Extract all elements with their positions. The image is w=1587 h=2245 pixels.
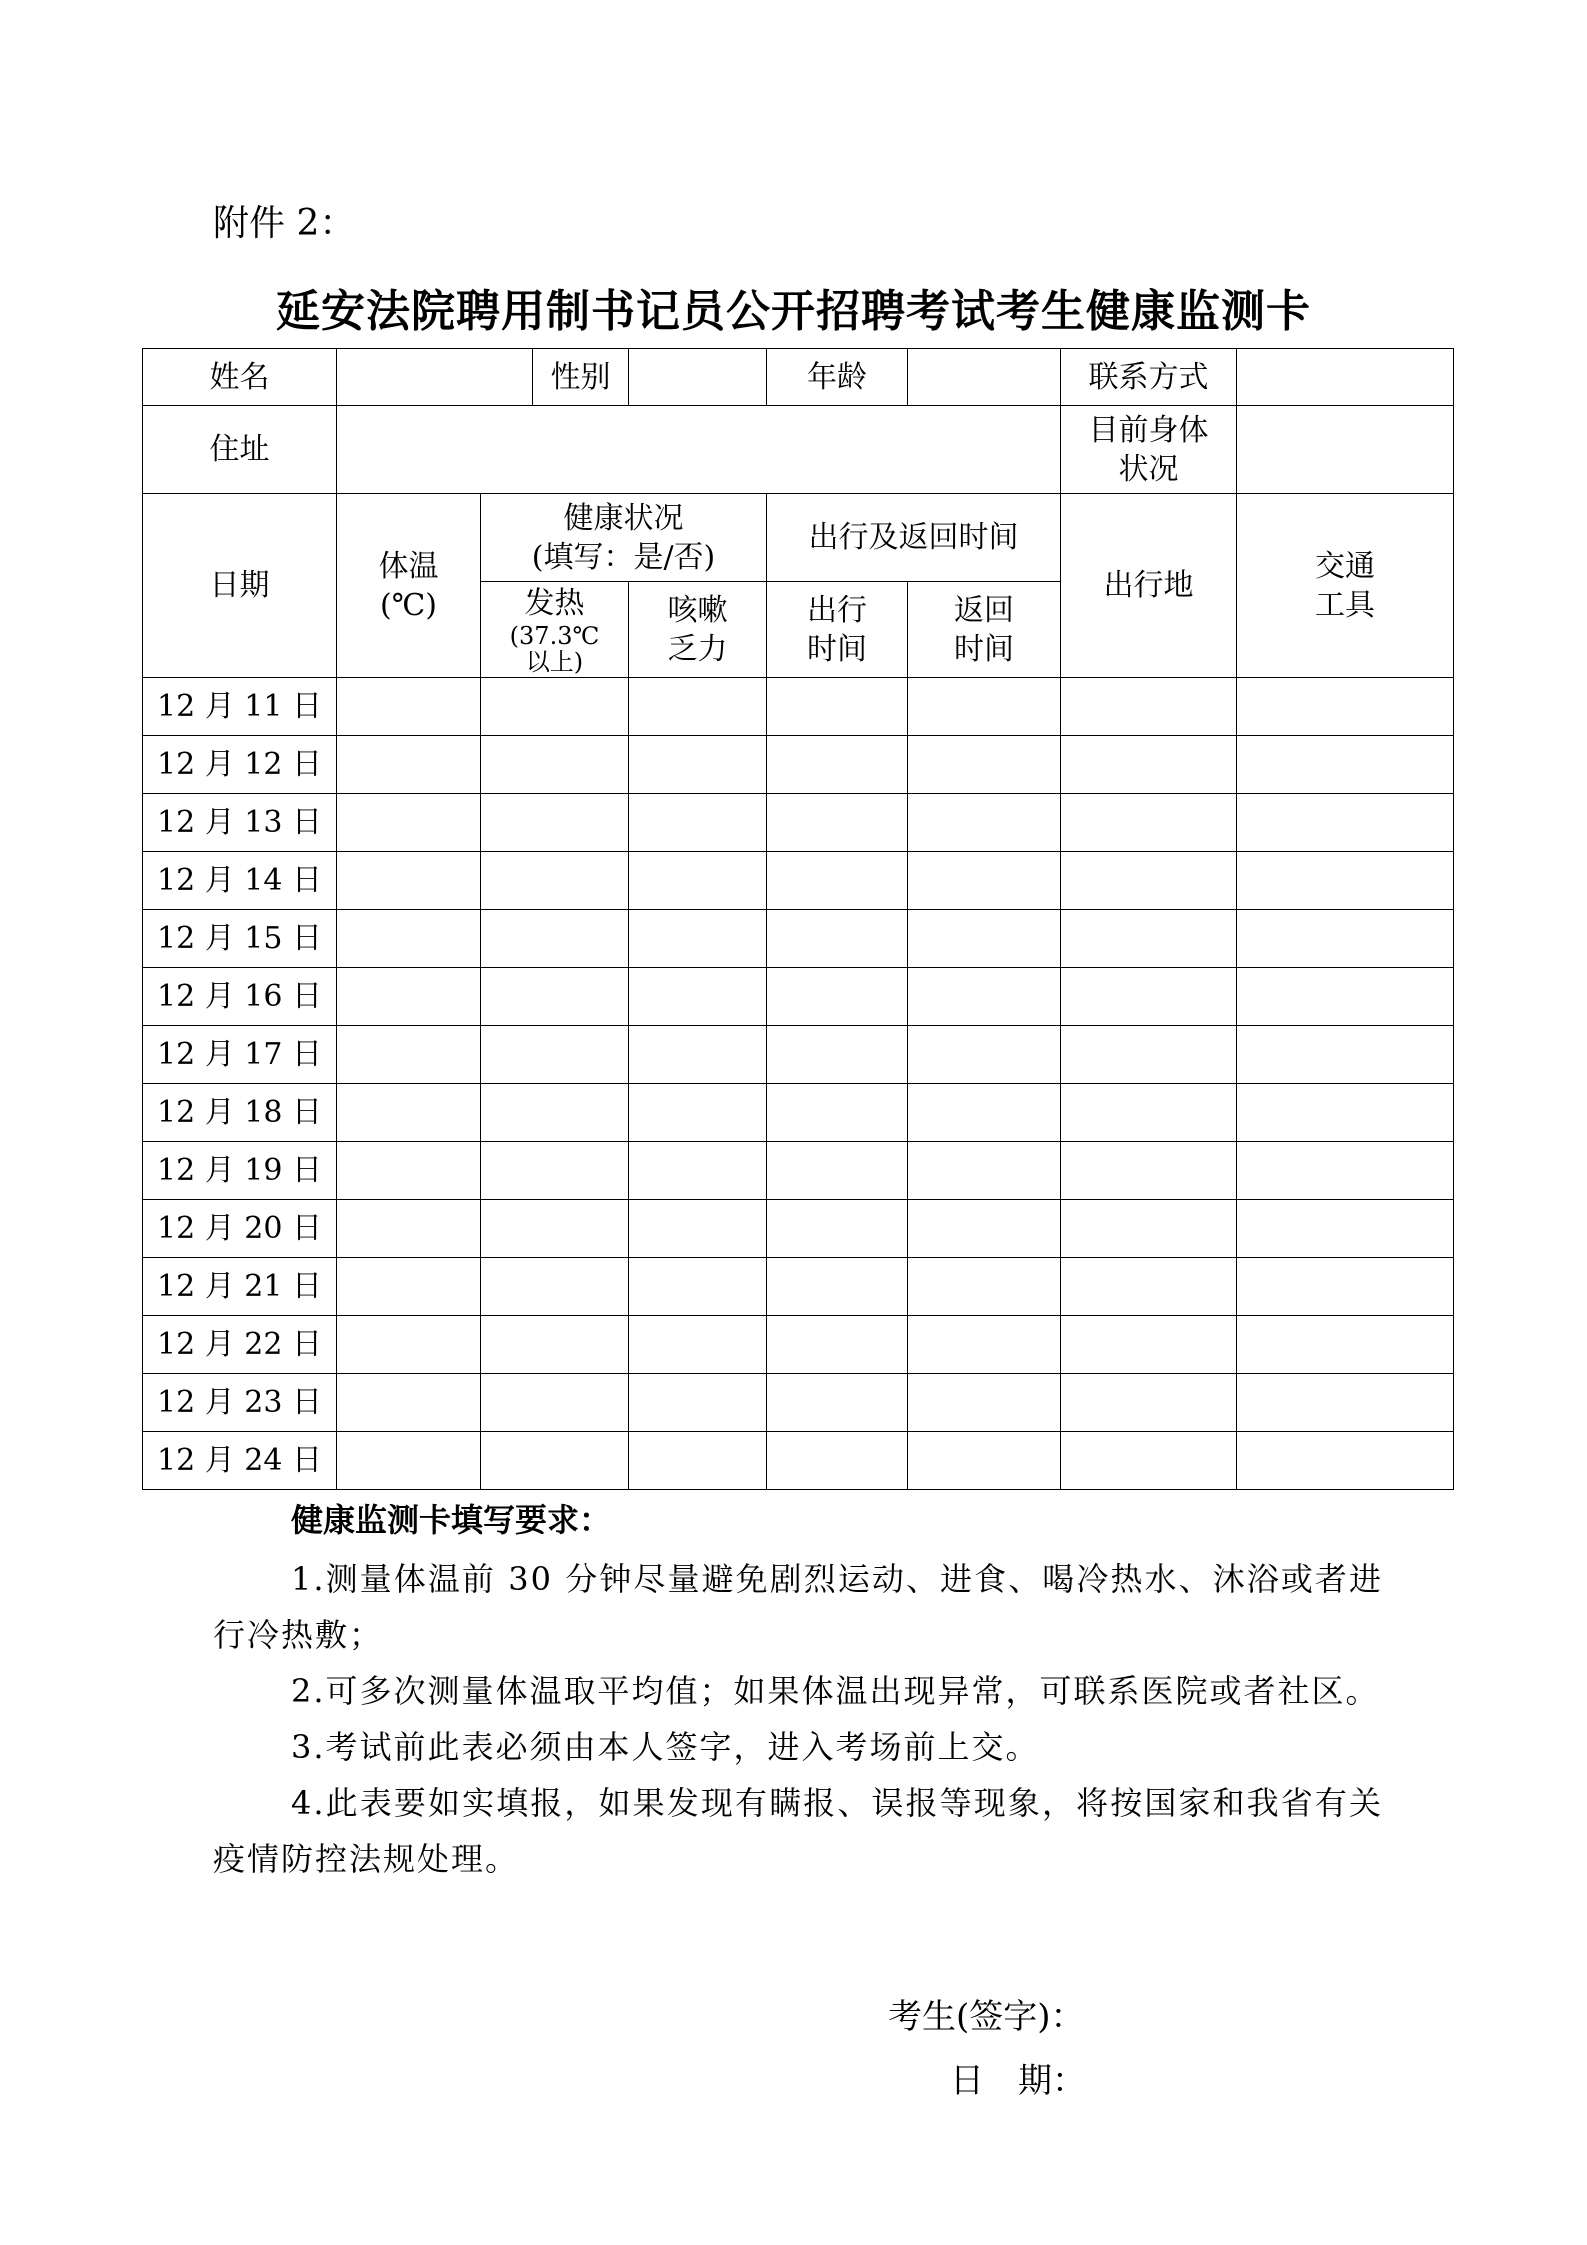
temperature-header	[337, 494, 481, 678]
entry-cell[interactable]	[481, 794, 629, 852]
page-title: 延安法院聘用制书记员公开招聘考试考生健康监测卡	[276, 286, 1311, 337]
health-monitoring-table	[142, 348, 1454, 1490]
entry-cell[interactable]	[481, 1258, 629, 1316]
entry-cell[interactable]	[1237, 1432, 1454, 1490]
entry-cell[interactable]	[481, 1084, 629, 1142]
row-date: 12 月 17 日	[143, 1026, 337, 1084]
health-status-label: 健康状况	[563, 500, 684, 536]
entry-cell[interactable]	[1237, 1200, 1454, 1258]
entry-cell[interactable]	[629, 678, 767, 736]
entry-cell[interactable]	[767, 910, 908, 968]
contact-field[interactable]	[1237, 349, 1454, 406]
table-row	[143, 1258, 1454, 1316]
entry-cell[interactable]	[767, 794, 908, 852]
table-row	[143, 1026, 1454, 1084]
table-row	[143, 794, 1454, 852]
entry-cell[interactable]	[337, 1142, 481, 1200]
fever-note: (37.3℃以上)	[509, 621, 600, 676]
entry-cell[interactable]	[908, 1142, 1061, 1200]
row-date: 12 月 12 日	[143, 736, 337, 794]
row-date: 12 月 14 日	[143, 852, 337, 910]
entry-cell[interactable]	[767, 1084, 908, 1142]
entry-cell[interactable]	[908, 1316, 1061, 1374]
entry-cell[interactable]	[767, 1374, 908, 1432]
name-field[interactable]	[337, 349, 629, 406]
travel-time-header: 出行及返回时间	[767, 494, 1061, 582]
temperature-label: 体温	[378, 548, 439, 584]
entry-cell[interactable]	[629, 1374, 767, 1432]
table-row	[143, 1084, 1454, 1142]
entry-cell[interactable]	[337, 910, 481, 968]
entry-cell[interactable]	[337, 1316, 481, 1374]
entry-cell[interactable]	[1061, 910, 1237, 968]
entry-cell[interactable]	[481, 1200, 629, 1258]
transport-header: 交通工具	[1237, 494, 1454, 678]
entry-cell[interactable]	[337, 1200, 481, 1258]
date-header: 日期	[143, 494, 337, 678]
entry-cell[interactable]	[1237, 1084, 1454, 1142]
entry-cell[interactable]	[1061, 678, 1237, 736]
entry-cell[interactable]	[337, 736, 481, 794]
entry-cell[interactable]	[1061, 736, 1237, 794]
entry-cell[interactable]	[1061, 968, 1237, 1026]
health-status-header	[481, 494, 767, 582]
entry-cell[interactable]	[1061, 1026, 1237, 1084]
entry-cell[interactable]	[337, 968, 481, 1026]
entry-cell[interactable]	[1061, 1316, 1237, 1374]
entry-cell[interactable]	[908, 968, 1061, 1026]
entry-cell[interactable]	[1237, 1026, 1454, 1084]
entry-cell[interactable]	[1237, 736, 1454, 794]
age-field[interactable]	[908, 349, 1061, 406]
row-date: 12 月 13 日	[143, 794, 337, 852]
health-status-note: (填写：是/否)	[531, 539, 716, 575]
entry-cell[interactable]	[1237, 1316, 1454, 1374]
row-date: 12 月 23 日	[143, 1374, 337, 1432]
row-date: 12 月 11 日	[143, 678, 337, 736]
entry-cell[interactable]	[337, 1374, 481, 1432]
entry-cell[interactable]	[1237, 1142, 1454, 1200]
signature-date-label: 日 期：	[950, 2061, 1086, 2101]
entry-cell[interactable]	[767, 1432, 908, 1490]
entry-cell[interactable]	[767, 1316, 908, 1374]
entry-cell[interactable]	[1237, 910, 1454, 968]
contact-label: 联系方式	[1061, 349, 1237, 406]
row-date: 12 月 22 日	[143, 1316, 337, 1374]
cough-header: 咳嗽乏力	[629, 582, 767, 678]
entry-cell[interactable]	[337, 1026, 481, 1084]
entry-cell[interactable]	[337, 1084, 481, 1142]
table-row	[143, 1374, 1454, 1432]
row-date: 12 月 24 日	[143, 1432, 337, 1490]
entry-cell[interactable]	[629, 1200, 767, 1258]
entry-cell[interactable]	[629, 968, 767, 1026]
entry-cell[interactable]	[481, 852, 629, 910]
entry-cell[interactable]	[908, 910, 1061, 968]
gender-label: 性别	[532, 349, 628, 405]
fever-header	[481, 582, 629, 678]
entry-cell[interactable]	[481, 678, 629, 736]
entry-cell[interactable]	[629, 1142, 767, 1200]
requirement-item: 4.此表要如实填报，如果发现有瞒报、误报等现象，将按国家和我省有关疫情防控法规处理。	[213, 1784, 1383, 1878]
temperature-unit: (℃)	[380, 587, 437, 623]
signature-block	[888, 1985, 1086, 2113]
entry-cell[interactable]	[1237, 794, 1454, 852]
table-row	[143, 968, 1454, 1026]
entry-cell[interactable]	[629, 736, 767, 794]
entry-cell[interactable]	[908, 1084, 1061, 1142]
entry-cell[interactable]	[481, 910, 629, 968]
entry-cell[interactable]	[908, 1200, 1061, 1258]
table-row	[143, 1142, 1454, 1200]
requirement-item: 1.测量体温前 30 分钟尽量避免剧烈运动、进食、喝冷热水、沐浴或者进行冷热敷；	[213, 1560, 1383, 1654]
table-row	[143, 910, 1454, 968]
address-field[interactable]	[337, 406, 1061, 494]
entry-cell[interactable]	[1061, 1258, 1237, 1316]
row-date: 12 月 20 日	[143, 1200, 337, 1258]
entry-cell[interactable]	[481, 736, 629, 794]
entry-cell[interactable]	[629, 1316, 767, 1374]
entry-cell[interactable]	[481, 1316, 629, 1374]
entry-cell[interactable]	[1061, 794, 1237, 852]
entry-cell[interactable]	[337, 1258, 481, 1316]
entry-cell[interactable]	[1061, 1142, 1237, 1200]
entry-cell[interactable]	[481, 1432, 629, 1490]
entry-cell[interactable]	[481, 968, 629, 1026]
entry-cell[interactable]	[767, 1200, 908, 1258]
entry-cell[interactable]	[1061, 1374, 1237, 1432]
requirements-section	[213, 1495, 1383, 1887]
row-date: 12 月 16 日	[143, 968, 337, 1026]
entry-cell[interactable]	[481, 1142, 629, 1200]
entry-cell[interactable]	[629, 1258, 767, 1316]
attachment-label: 附件 2：	[213, 203, 356, 244]
fever-label: 发热	[524, 585, 585, 621]
entry-cell[interactable]	[767, 1026, 908, 1084]
depart-time-header: 出行时间	[767, 582, 908, 678]
entry-cell[interactable]	[629, 852, 767, 910]
entry-cell[interactable]	[767, 968, 908, 1026]
entry-cell[interactable]	[908, 1432, 1061, 1490]
entry-cell[interactable]	[629, 910, 767, 968]
entry-cell[interactable]	[767, 1258, 908, 1316]
condition-field[interactable]	[1237, 406, 1454, 494]
entry-cell[interactable]	[767, 1142, 908, 1200]
entry-cell[interactable]	[629, 794, 767, 852]
entry-cell[interactable]	[1237, 1258, 1454, 1316]
entry-cell[interactable]	[908, 678, 1061, 736]
destination-header: 出行地	[1061, 494, 1237, 678]
row-date: 12 月 21 日	[143, 1258, 337, 1316]
entry-cell[interactable]	[629, 1084, 767, 1142]
signature-label: 考生(签字)：	[888, 1997, 1085, 2037]
gender-field[interactable]	[629, 349, 767, 406]
entry-cell[interactable]	[908, 852, 1061, 910]
entry-cell[interactable]	[629, 1026, 767, 1084]
entry-cell[interactable]	[481, 1026, 629, 1084]
table-row	[143, 1316, 1454, 1374]
entry-cell[interactable]	[908, 794, 1061, 852]
row-date: 12 月 15 日	[143, 910, 337, 968]
entry-cell[interactable]	[337, 852, 481, 910]
address-label: 住址	[143, 406, 337, 494]
entry-cell[interactable]	[908, 1374, 1061, 1432]
entry-cell[interactable]	[629, 1432, 767, 1490]
table-row	[143, 1200, 1454, 1258]
entry-cell[interactable]	[337, 678, 481, 736]
table-row	[143, 736, 1454, 794]
name-label: 姓名	[143, 349, 337, 406]
entry-cell[interactable]	[481, 1374, 629, 1432]
return-time-header: 返回时间	[908, 582, 1061, 678]
condition-label: 目前身体状况	[1061, 406, 1237, 494]
entry-cell[interactable]	[908, 736, 1061, 794]
requirement-item: 3.考试前此表必须由本人签字，进入考场前上交。	[291, 1728, 1040, 1766]
entry-cell[interactable]	[767, 678, 908, 736]
age-label: 年龄	[767, 349, 908, 406]
entry-cell[interactable]	[1237, 852, 1454, 910]
entry-cell[interactable]	[1061, 1200, 1237, 1258]
entry-cell[interactable]	[337, 794, 481, 852]
entry-cell[interactable]	[1061, 852, 1237, 910]
row-date: 12 月 18 日	[143, 1084, 337, 1142]
entry-cell[interactable]	[767, 852, 908, 910]
entry-cell[interactable]	[1061, 1084, 1237, 1142]
entry-cell[interactable]	[1237, 1374, 1454, 1432]
entry-cell[interactable]	[1237, 678, 1454, 736]
requirements-title: 健康监测卡填写要求：	[291, 1501, 612, 1539]
entry-cell[interactable]	[767, 736, 908, 794]
table-row	[143, 852, 1454, 910]
requirement-item: 2.可多次测量体温取平均值；如果体温出现异常，可联系医院或者社区。	[291, 1672, 1380, 1710]
row-date: 12 月 19 日	[143, 1142, 337, 1200]
table-row	[143, 1432, 1454, 1490]
entry-cell[interactable]	[1237, 968, 1454, 1026]
entry-cell[interactable]	[337, 1432, 481, 1490]
table-row	[143, 678, 1454, 736]
entry-cell[interactable]	[1061, 1432, 1237, 1490]
entry-cell[interactable]	[908, 1026, 1061, 1084]
entry-cell[interactable]	[908, 1258, 1061, 1316]
